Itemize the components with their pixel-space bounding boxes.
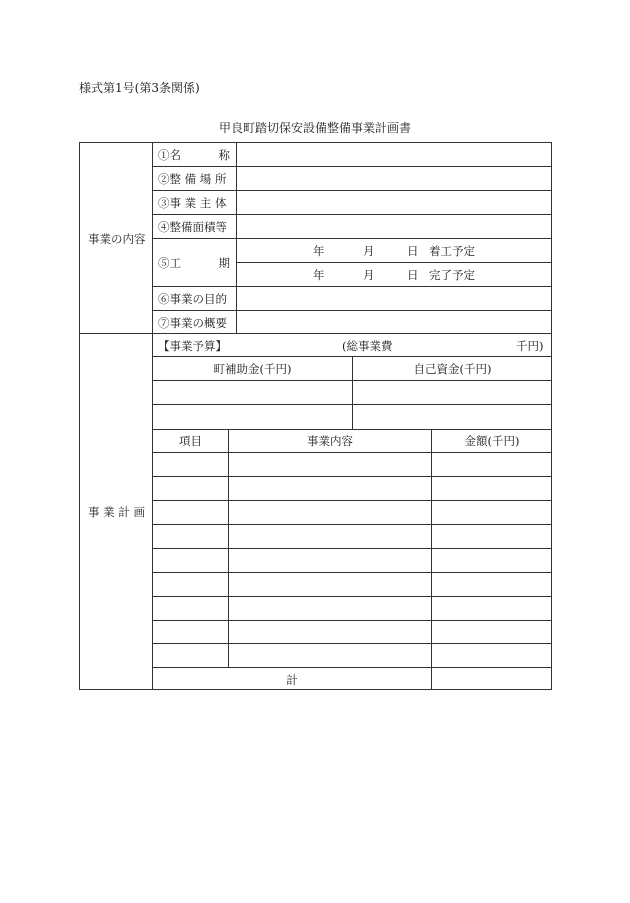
subsidy-header: 町補助金(千円) (213, 362, 292, 376)
row-divider (152, 190, 551, 191)
label-entity: ③事 業 主 体 (158, 196, 227, 210)
row-divider (152, 166, 551, 167)
label-name-part1: ①名 (158, 148, 181, 162)
column-divider (431, 429, 432, 689)
period-end-month: 月 (363, 268, 375, 282)
row-divider (152, 620, 551, 621)
section-label-content: 事業の内容 (88, 232, 146, 246)
row-divider (152, 452, 551, 453)
column-divider (236, 143, 237, 333)
period-start-month: 月 (363, 244, 375, 258)
row-divider (152, 667, 551, 668)
total-label: 計 (286, 673, 298, 687)
column-divider (152, 143, 153, 689)
row-divider (236, 262, 551, 263)
section-label-plan: 事 業 計 画 (88, 505, 145, 519)
items-header-content: 事業内容 (307, 434, 353, 448)
label-period (158, 256, 230, 270)
period-end-year: 年 (313, 268, 325, 282)
label-summary: ⑦事業の概要 (158, 316, 227, 330)
items-header-amount: 金額(千円) (464, 434, 520, 448)
row-divider (152, 286, 551, 287)
label-period-part2: 期 (218, 256, 230, 270)
row-divider (152, 596, 551, 597)
total-cost-unit: 千円) (516, 339, 544, 353)
row-divider (152, 310, 551, 311)
column-divider (228, 429, 229, 667)
label-purpose: ⑥事業の目的 (158, 292, 227, 306)
period-start-status: 着工予定 (429, 244, 475, 258)
row-divider (152, 643, 551, 644)
row-divider (152, 238, 551, 239)
document-title: 甲良町踏切保安設備整備事業計画書 (218, 121, 411, 135)
total-cost-label: (総事業費 (342, 339, 393, 353)
own-funds-header: 自己資金(千円) (413, 362, 492, 376)
budget-label: 【事業予算】 (158, 339, 227, 353)
period-end-status: 完了予定 (429, 268, 475, 282)
row-divider (152, 214, 551, 215)
row-divider (152, 524, 551, 525)
row-divider (152, 500, 551, 501)
period-end-day: 日 (407, 268, 419, 282)
label-name-part2: 称 (218, 148, 230, 162)
label-name (158, 148, 230, 162)
form-number: 様式第1号(第3条関係) (79, 81, 200, 95)
row-divider (152, 548, 551, 549)
period-start-day: 日 (407, 244, 419, 258)
row-divider (152, 572, 551, 573)
label-area: ④整備面積等 (158, 220, 227, 234)
row-divider (152, 476, 551, 477)
label-period-part1: ⑤工 (158, 256, 181, 270)
form-table (79, 142, 552, 690)
period-start-year: 年 (313, 244, 325, 258)
section-divider (80, 333, 551, 334)
row-divider (152, 429, 551, 430)
label-location: ②整 備 場 所 (158, 172, 227, 186)
items-header-item: 項目 (179, 434, 202, 448)
